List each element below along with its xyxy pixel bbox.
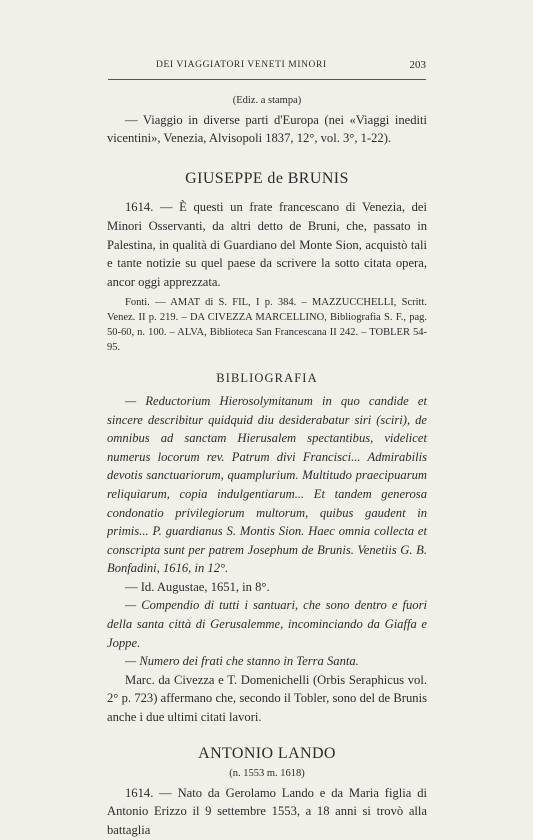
section-title-brunis: GIUSEPPE de BRUNIS	[185, 169, 349, 187]
bibliography-item: — Compendio di tutti i santuari, che sono dentro e fuori della santa città di Gerusalemme, incominciando da Giaffa e Joppe.	[107, 598, 427, 650]
bibliography-note: Marc. da Civezza e T. Domenichelli (Orbis Seraphicus vol. 2° p. 723) affermano che, secondo il Tobler, sono del de Brunis anche i due ultimi citati lavori.	[107, 672, 427, 725]
lando-paragraph: 1614. — Nato da Gerolamo Lando e da Maria figlia di Antonio Erizzo il 9 settembre 1553, a 18 anni si trovò alla battaglia	[107, 785, 427, 837]
page-number: 203	[409, 59, 426, 71]
viaggio-entry: — Viaggio in diverse parti d'Europa (nei «Viaggi inediti vicentini», Venezia, Alvisopoli 1837, 12°, vol. 3°, 1-22).	[107, 112, 427, 146]
bibliography-heading: BIBLIOGRAFIA	[216, 371, 318, 386]
brunis-paragraph: 1614. — È questi un frate francescano di Venezia, dei Minori Osservanti, da altri detto de Bruni, che, passato in Palestina, in qualità di Guardiano del Monte Sion, acquistò tali e tante notizie su quel paese da scrivere la sotto citata opera, ancor oggi apprezzata.	[107, 200, 427, 289]
edition-note: (Ediz. a stampa)	[232, 95, 302, 106]
running-header	[108, 57, 426, 80]
bibliography-item: — Reductorium Hierosolymitanum in quo candide et sincere describitur quidquid diu desiderabatur siri (sciri), de omnibus ad sanctam Hierusalem spectantibus, videlicet numerus locorum rev. Patrum divi Francisci... Admirabilis devotis sanctuariorum, quamplurium. Multitudo praecipuarum reliquiarum, copia indulgentiarum... Et tandem generosa condonatio privilegiorum multorum, quibus gaudent in primis... P. guardianus S. Montis Sion. Haec omnia collecta et conscripta sunt per patrem Josephum de Brunis. Venetiis G. B. Bonfadini, 1616, in 12°.	[107, 393, 427, 576]
bibliography-item: — Numero dei frati che stanno in Terra Santa.	[125, 654, 359, 669]
bibliography-item: — Id. Augustae, 1651, in 8°.	[125, 579, 270, 594]
page-body	[107, 92, 427, 840]
lando-dates: (n. 1553 m. 1618)	[229, 768, 305, 780]
brunis-sources: Fonti. — AMAT di S. FIL, I p. 384. – MAZZUCCHELLI, Scritt. Venez. II p. 219. – DA CIVEZZA MARCELLINO, Bibliografia S. F., pag. 50-60, n. 100. – ALVA, Biblioteca San Francescana II 242. – TOBLER 54-95.	[107, 297, 427, 354]
section-title-lando: ANTONIO LANDO	[198, 744, 336, 762]
running-title: DEI VIAGGIATORI VENETI MINORI	[156, 60, 327, 70]
